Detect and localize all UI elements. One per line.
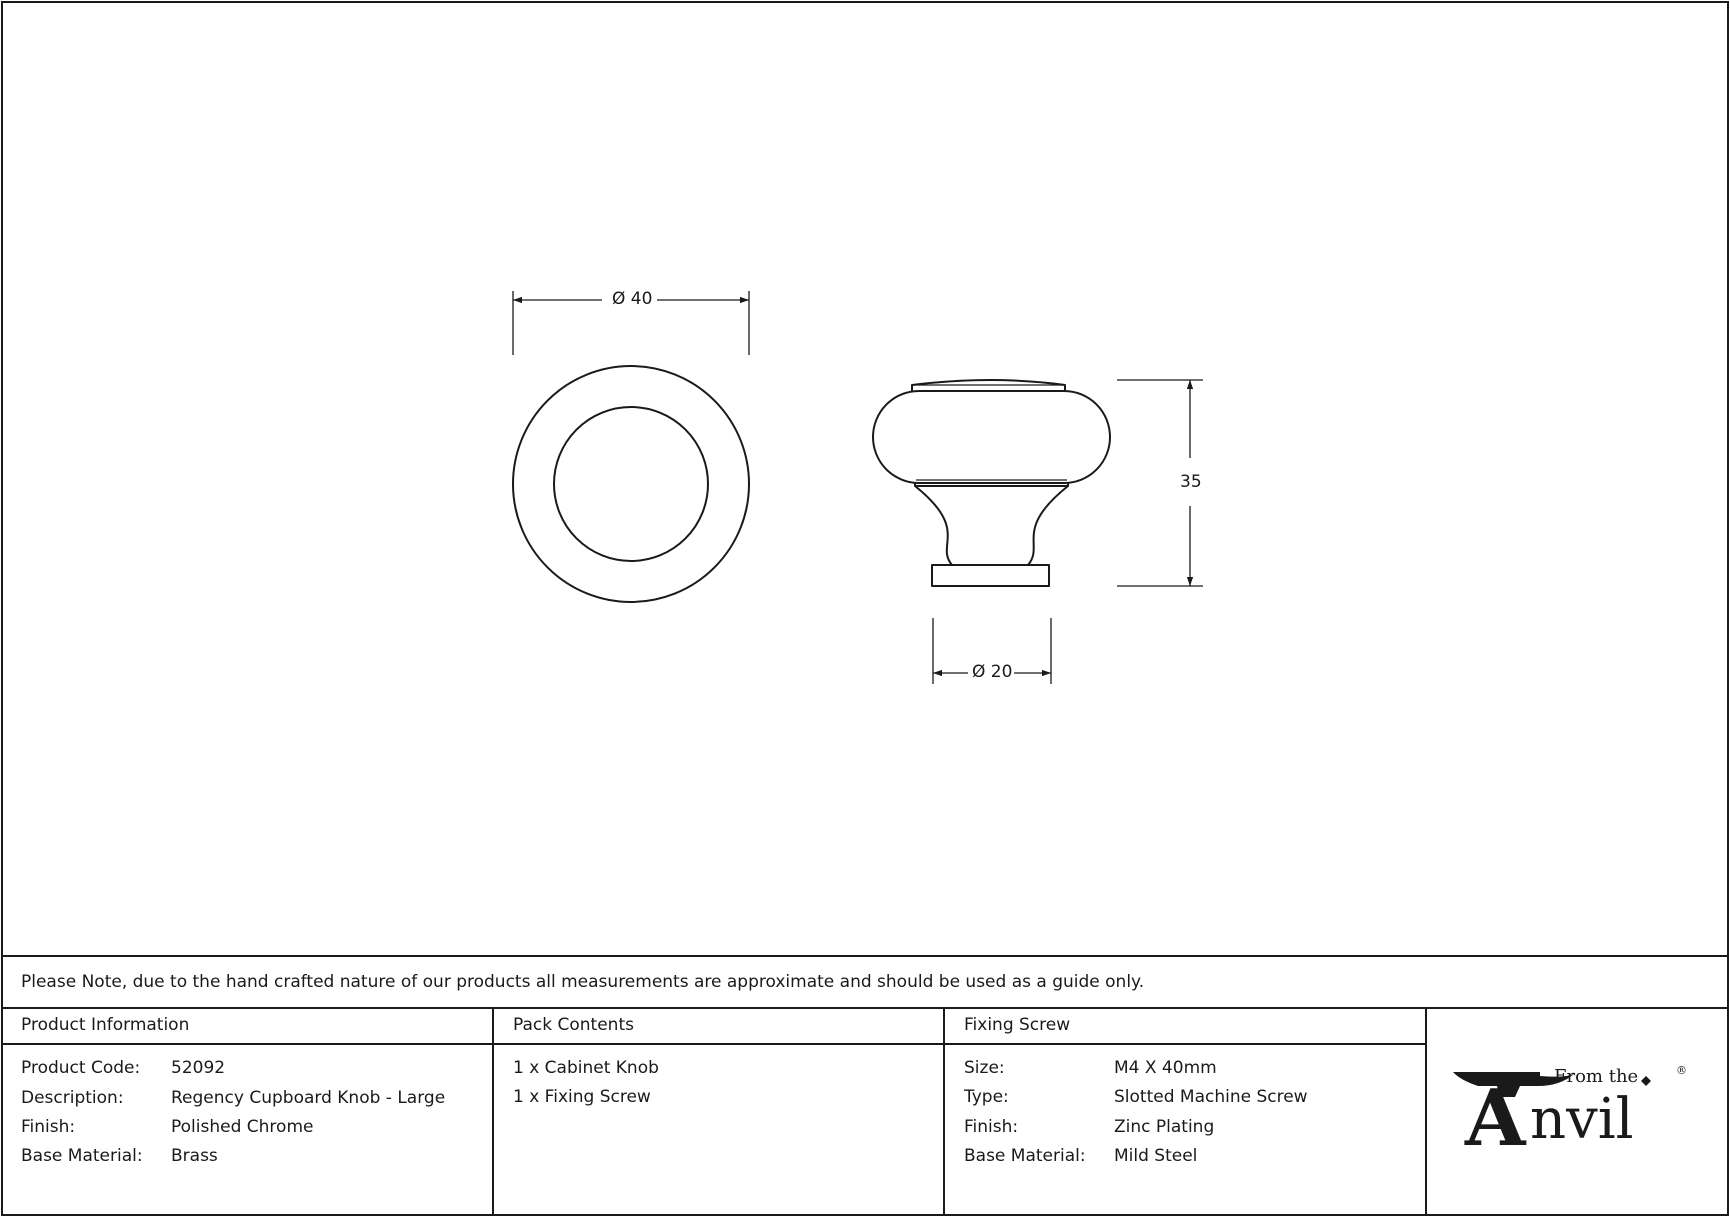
diamond-icon	[1641, 1076, 1651, 1086]
side-view	[873, 380, 1110, 586]
knob-base	[932, 565, 1049, 586]
front-diameter-label: Ø 40	[612, 289, 653, 309]
product-information-heading: Product Information	[21, 1015, 190, 1035]
measurement-note: Please Note, due to the hand crafted nature of our products all measurements are approximate and should be used as a guide only.	[21, 972, 1145, 992]
description-value: Regency Cupboard Knob - Large	[171, 1088, 446, 1108]
pack-contents-heading: Pack Contents	[513, 1015, 634, 1035]
logo-registered-mark: ®	[1676, 1064, 1687, 1077]
side-height-label: 35	[1180, 472, 1202, 492]
screw-finish-value: Zinc Plating	[1114, 1117, 1215, 1137]
screw-type-value: Slotted Machine Screw	[1114, 1087, 1308, 1107]
screw-finish-label: Finish:	[964, 1117, 1019, 1137]
screw-base-material-label: Base Material:	[964, 1146, 1086, 1166]
finish-value: Polished Chrome	[171, 1117, 314, 1137]
product-code-label: Product Code:	[21, 1058, 141, 1078]
screw-base-material-value: Mild Steel	[1114, 1146, 1198, 1166]
pack-contents-item: 1 x Fixing Screw	[513, 1087, 651, 1107]
logo-word-rest: nvil	[1530, 1087, 1634, 1152]
front-view	[513, 366, 749, 602]
base-material-label: Base Material:	[21, 1146, 143, 1166]
screw-type-label: Type:	[964, 1087, 1009, 1107]
fixing-screw-heading: Fixing Screw	[964, 1015, 1071, 1035]
description-label: Description:	[21, 1088, 124, 1108]
side-base-diameter-label: Ø 20	[972, 662, 1013, 682]
knob-neck-right	[1028, 486, 1068, 565]
front-view-outer-circle	[513, 366, 749, 602]
knob-body	[873, 391, 1110, 483]
finish-label: Finish:	[21, 1117, 76, 1137]
front-view-inner-circle	[554, 407, 708, 561]
screw-size-value: M4 X 40mm	[1114, 1058, 1217, 1078]
logo-from-the-text: From the	[1554, 1066, 1639, 1087]
screw-size-label: Size:	[964, 1058, 1005, 1078]
sheet-border	[2, 2, 1728, 1215]
logo-big-letter: A	[1465, 1073, 1526, 1164]
knob-neck-left	[915, 486, 952, 565]
base-material-value: Brass	[171, 1146, 218, 1166]
pack-contents-item: 1 x Cabinet Knob	[513, 1058, 659, 1078]
product-code-value: 52092	[171, 1058, 226, 1078]
